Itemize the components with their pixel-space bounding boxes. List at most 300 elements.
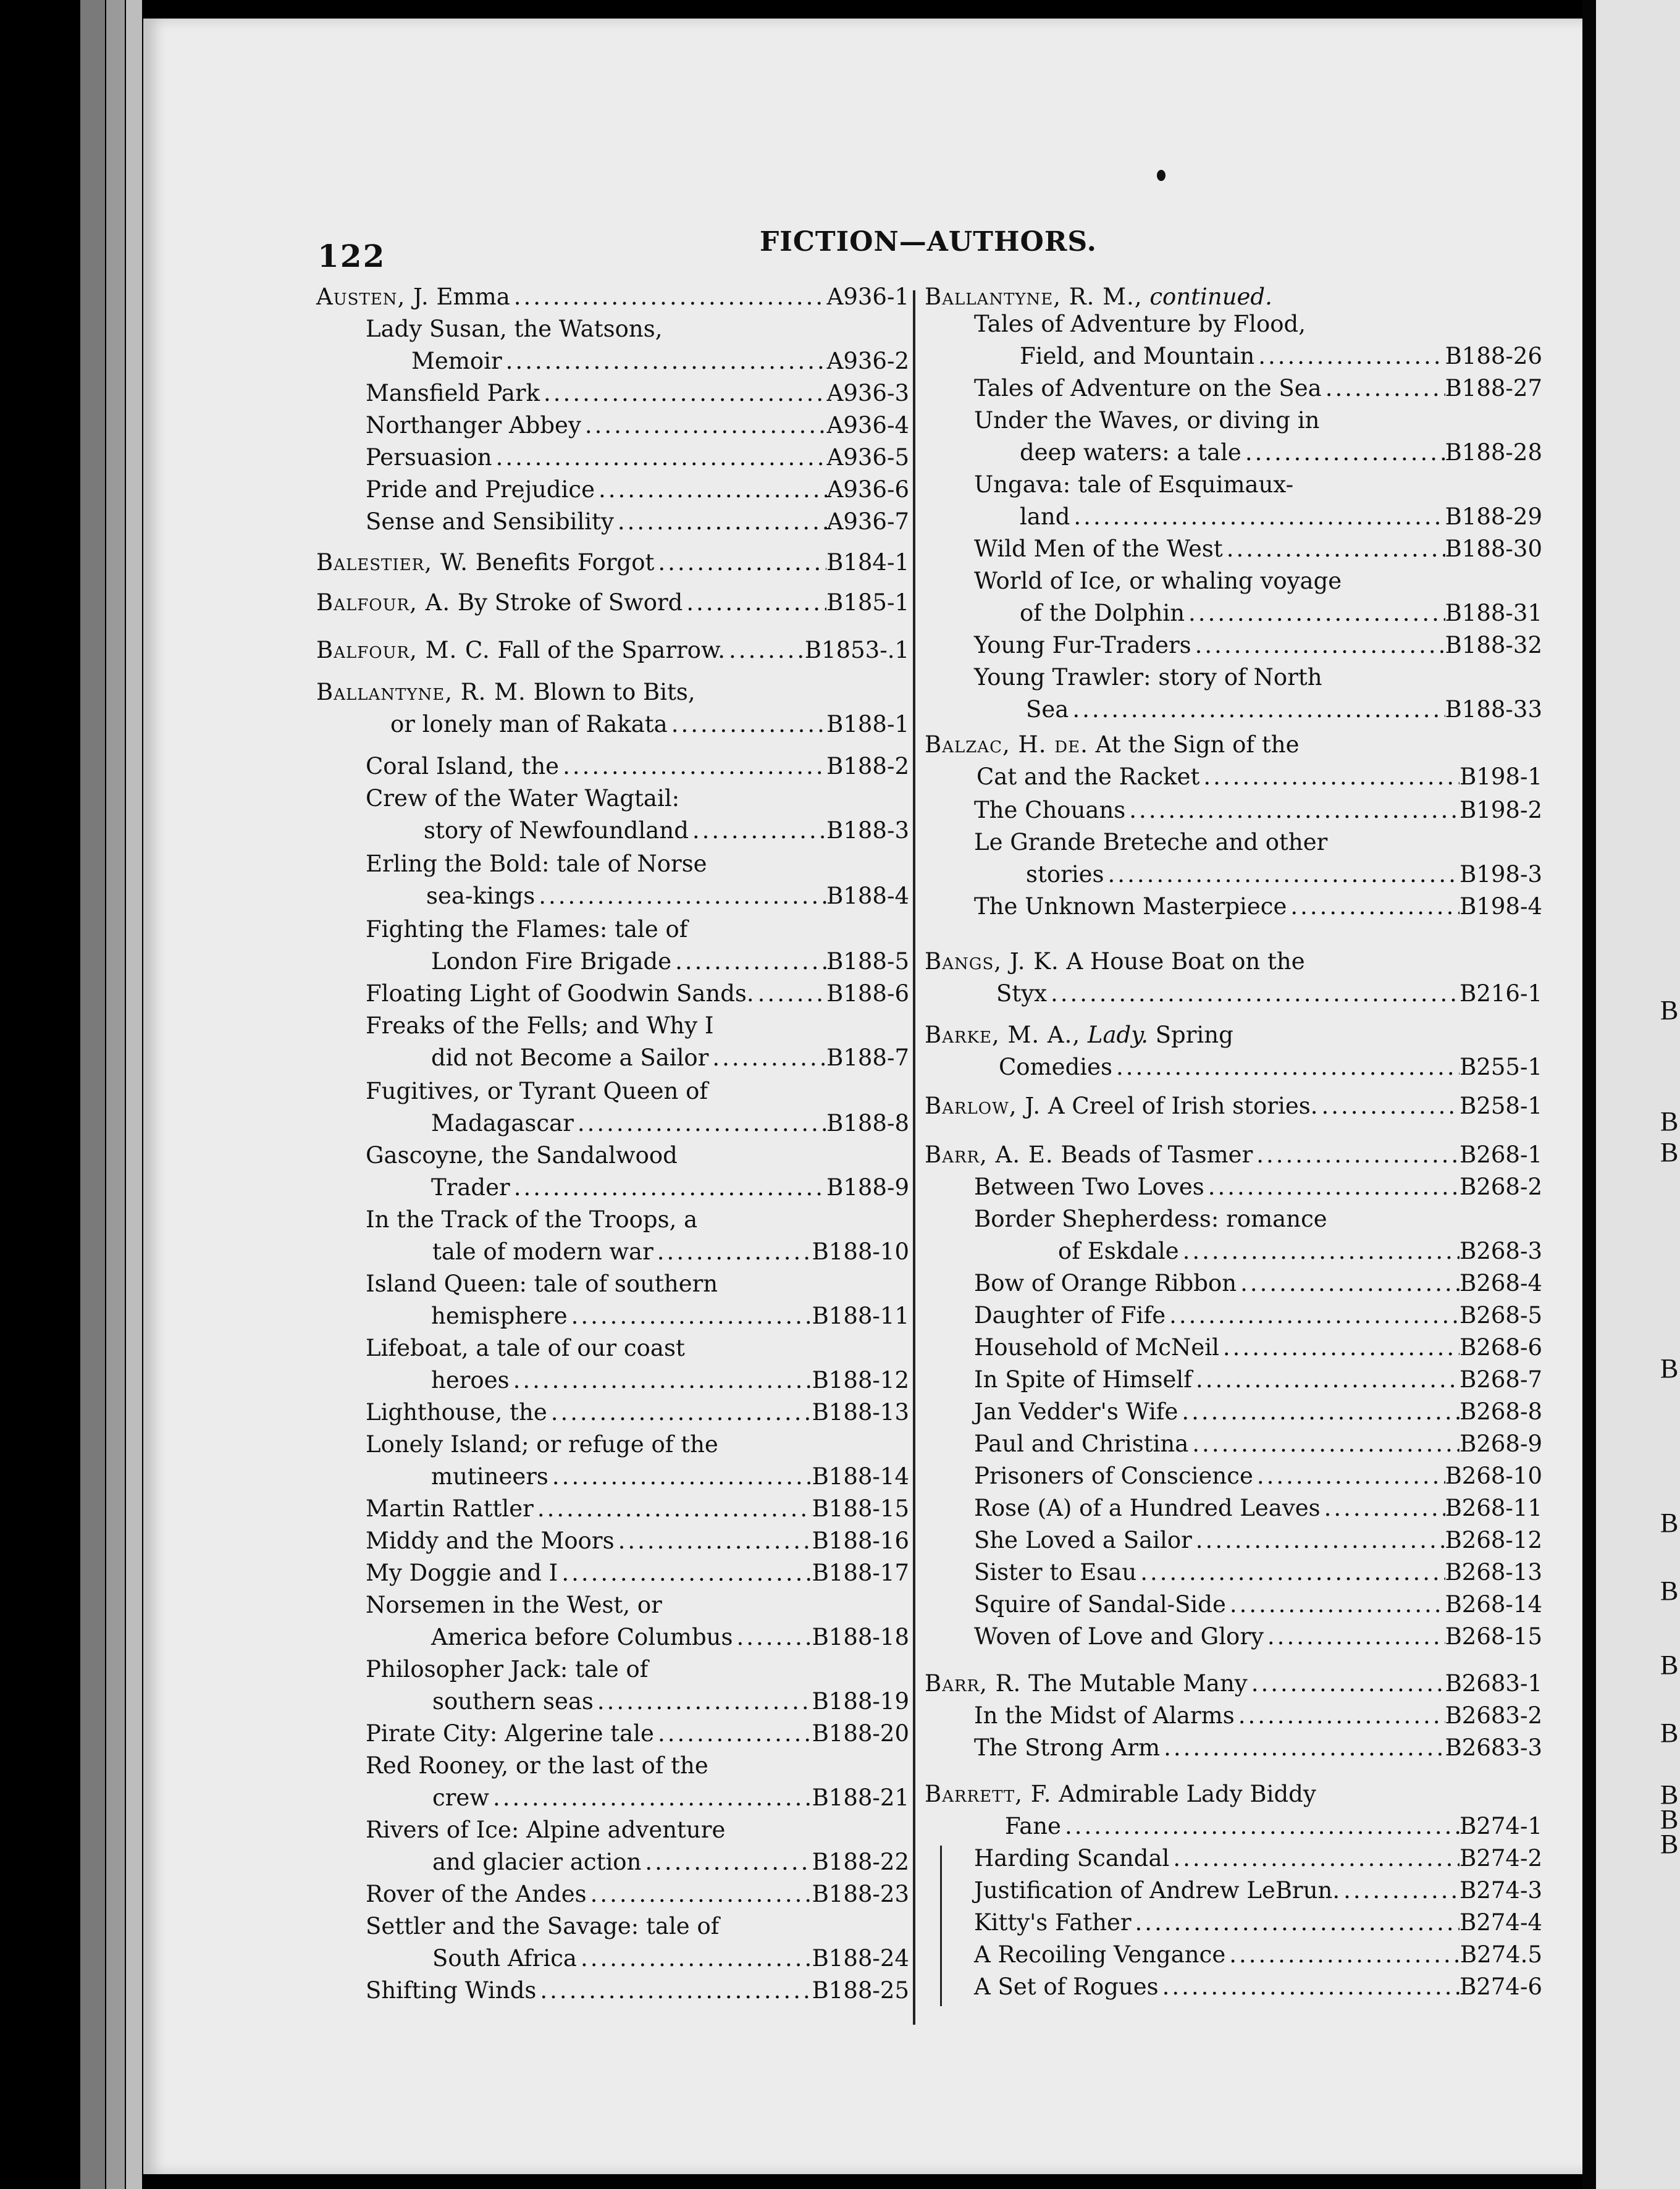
entry-text: Prisoners of Conscience: [974, 1463, 1253, 1489]
leader-dots: [1248, 1668, 1445, 1700]
author-name: Ballantyne, R. M.: [316, 679, 526, 705]
leader-dots: [510, 281, 827, 313]
entry-text: The Strong Arm: [974, 1734, 1161, 1761]
catalog-entry: [366, 1589, 909, 1621]
catalog-entry: [366, 783, 909, 815]
call-number: B2683-1: [1445, 1670, 1542, 1697]
facing-page-letter: B: [1660, 1718, 1679, 1748]
entry-text: In the Midst of Alarms: [974, 1702, 1235, 1729]
call-number: B268-15: [1445, 1623, 1542, 1650]
facing-page-letter: B: [1660, 1829, 1679, 1859]
entry-text: story of Newfoundland: [424, 817, 689, 844]
leader-dots: [1192, 1364, 1460, 1396]
entry-text: Fall of the Sparrow.: [490, 637, 726, 663]
entry-title: [974, 891, 1287, 923]
entry-text: Lady Susan, the Watsons,: [366, 316, 663, 342]
catalog-entry: [974, 1589, 1542, 1621]
entry-text: Under the Waves, or diving in: [974, 407, 1320, 434]
entry-title: [366, 1975, 536, 2007]
call-number: B188-11: [812, 1303, 909, 1329]
catalog-entry: [366, 410, 909, 442]
call-number: A936-6: [826, 476, 909, 503]
catalog-entry-continuation: [424, 815, 909, 847]
entry-text: The Mutable Many: [1021, 1670, 1248, 1697]
entry-text: tale of modern war: [432, 1238, 653, 1265]
entry-text: Pride and Prejudice: [366, 476, 595, 503]
entry-title: [432, 1846, 641, 1878]
leader-dots: [1204, 1171, 1460, 1203]
leader-dots: [536, 1975, 812, 2007]
entry-title: [431, 1300, 568, 1332]
entry-text: of Eskdale: [1058, 1238, 1179, 1264]
leader-dots: [1340, 1875, 1460, 1907]
entry-text: Fighting the Flames: tale of: [366, 916, 688, 943]
catalog-entry-continuation: [431, 1364, 909, 1397]
entry-text: Trader: [431, 1174, 510, 1201]
call-number: A936-1: [826, 284, 909, 310]
entry-text: Erling the Bold: tale of Norse: [366, 851, 707, 877]
entry-text: Philosopher Jack: tale of: [366, 1656, 649, 1683]
call-number: B188-29: [1445, 503, 1542, 530]
entry-title: [366, 1493, 534, 1525]
leader-dots: [559, 750, 826, 783]
entry-title: [366, 1557, 558, 1589]
catalog-entry: [366, 313, 909, 345]
entry-text: Spring: [1148, 1022, 1233, 1048]
author-note: continued.: [1142, 284, 1272, 310]
catalog-entry: [316, 587, 909, 619]
entry-title: [1026, 694, 1069, 726]
entry-title: [974, 405, 1320, 437]
entry-text: At the Sign of the: [1088, 731, 1300, 758]
entry-title: [431, 1364, 510, 1397]
entry-title: [366, 1429, 718, 1461]
catalog-entry: [974, 1396, 1542, 1428]
catalog-entry-continuation: [431, 1300, 909, 1332]
entry-title: [366, 848, 707, 880]
call-number: B268-11: [1445, 1495, 1542, 1521]
entry-text: Tales of Adventure by Flood,: [974, 311, 1306, 337]
call-number: A936-4: [826, 412, 909, 439]
call-number: B1853-.1: [804, 637, 909, 663]
facing-page-letter: B: [1660, 1804, 1679, 1834]
entry-title: [411, 345, 502, 377]
entry-title: [316, 587, 682, 619]
call-number: B258-1: [1460, 1093, 1542, 1119]
leader-dots: [615, 1525, 812, 1557]
leader-dots: [754, 978, 826, 1010]
leader-dots: [1125, 794, 1460, 826]
catalog-entry: [316, 281, 909, 313]
entry-title: [974, 1907, 1132, 1939]
catalog-entry: [925, 1668, 1542, 1700]
entry-title: [366, 1010, 713, 1042]
entry-title: [1058, 1235, 1179, 1267]
leader-dots: [689, 815, 826, 847]
leader-dots: [1253, 1139, 1460, 1171]
catalog-entry: [366, 442, 909, 474]
call-number: B268-6: [1460, 1334, 1542, 1361]
entry-title: [974, 469, 1293, 501]
catalog-entry: [974, 1557, 1542, 1589]
catalog-entry: [974, 1300, 1542, 1332]
catalog-entry: [974, 565, 1542, 597]
entry-text: Justification of Andrew LeBrun.: [974, 1877, 1340, 1904]
leader-dots: [1317, 1090, 1460, 1122]
entry-text: mutineers: [431, 1463, 548, 1490]
entry-title: [974, 1332, 1219, 1364]
entry-title: [976, 761, 1199, 793]
entry-title: [974, 1171, 1204, 1203]
entry-title: [974, 662, 1322, 694]
call-number: B268-12: [1445, 1527, 1542, 1553]
author-name: Barke, M. A.,: [925, 1022, 1081, 1048]
catalog-entry: [366, 1397, 909, 1429]
catalog-entry: [974, 1732, 1542, 1764]
catalog-entry-continuation: [432, 1686, 909, 1718]
call-number: B255-1: [1460, 1054, 1542, 1080]
leader-dots: [1169, 1842, 1460, 1875]
entry-text: Freaks of the Fells; and Why I: [366, 1012, 714, 1039]
call-number: B188-16: [812, 1527, 909, 1554]
call-number: B188-14: [812, 1463, 909, 1490]
catalog-entry-continuation: [431, 1172, 909, 1204]
catalog-entry: [366, 1525, 909, 1557]
catalog-entry: [925, 1778, 1542, 1810]
entry-title: [316, 281, 510, 313]
entry-text: deep waters: a tale: [1020, 439, 1241, 466]
entry-text: Jan Vedder's Wife: [974, 1398, 1178, 1425]
entry-text: Gascoyne, the Sandalwood: [366, 1142, 678, 1169]
entry-title: [366, 313, 663, 345]
entry-title: [999, 1051, 1112, 1083]
leader-dots: [1192, 1524, 1445, 1557]
book-binding-edge: [80, 0, 105, 2189]
catalog-entry: [366, 1140, 909, 1172]
catalog-entry: [974, 1842, 1542, 1875]
leader-dots: [1132, 1907, 1460, 1939]
entry-text: Settler and the Savage: tale of: [366, 1913, 720, 1939]
entry-title: [366, 410, 581, 442]
entry-text: Admirable Lady Biddy: [1051, 1781, 1316, 1807]
catalog-entry-continuation: [996, 978, 1542, 1010]
catalog-entry: [366, 914, 909, 946]
author-name: Ballantyne, R. M.,: [925, 284, 1143, 310]
leader-dots: [1237, 1267, 1460, 1300]
catalog-entry-continuation: [432, 1943, 909, 1975]
catalog-entry: [366, 1750, 909, 1782]
leader-dots: [595, 474, 827, 506]
entry-text: sea-kings: [426, 883, 536, 909]
call-number: B188-18: [812, 1624, 909, 1650]
leader-dots: [1235, 1700, 1445, 1732]
leader-dots: [1254, 340, 1445, 372]
entry-title: [925, 946, 1305, 978]
catalog-entry-continuation: [1020, 437, 1542, 469]
entry-title: [431, 946, 671, 978]
author-note: Lady.: [1080, 1022, 1148, 1048]
catalog-entry: [366, 848, 909, 880]
entry-title: [974, 372, 1322, 405]
entry-title: [996, 978, 1047, 1010]
call-number: B198-1: [1460, 763, 1542, 790]
entry-text: The Chouans: [974, 797, 1126, 823]
call-number: B188-19: [812, 1688, 909, 1715]
entry-text: Beads of Tasmer: [1053, 1141, 1253, 1168]
leader-dots: [492, 442, 827, 474]
column-divider-segment: [940, 1846, 942, 2006]
leader-dots: [548, 1461, 812, 1493]
entry-text: In Spite of Himself: [974, 1366, 1192, 1393]
call-number: B188-32: [1445, 632, 1542, 658]
entry-title: [366, 1814, 725, 1846]
entry-title: [366, 1397, 547, 1429]
catalog-entry: [366, 1268, 909, 1300]
entry-text: A House Boat on the: [1059, 948, 1305, 975]
catalog-entry: [366, 750, 909, 783]
leader-dots: [671, 946, 826, 978]
call-number: B274-3: [1460, 1877, 1542, 1904]
leader-dots: [1047, 978, 1460, 1010]
entry-title: [316, 676, 695, 708]
leader-dots: [725, 634, 805, 666]
catalog-entry: [974, 469, 1542, 501]
entry-title: [366, 1910, 719, 1943]
catalog-entry: [366, 1718, 909, 1750]
entry-title: [366, 978, 754, 1010]
catalog-entry: [366, 1878, 909, 1910]
entry-text: A Creel of Irish stories.: [1041, 1093, 1318, 1119]
entry-text: Bow of Orange Ribbon: [974, 1270, 1237, 1296]
entry-title: [366, 1332, 685, 1364]
call-number: B274-6: [1460, 1973, 1542, 2000]
entry-text: Benefits Forgot: [468, 549, 655, 576]
catalog-entry: [366, 1332, 909, 1364]
entry-text: Ungava: tale of Esquimaux-: [974, 471, 1294, 498]
catalog-entry-continuation: [1020, 501, 1542, 533]
catalog-entry: [366, 1429, 909, 1461]
call-number: B188-3: [826, 817, 909, 844]
call-number: B188-9: [826, 1174, 909, 1201]
entry-text: Sister to Esau: [974, 1559, 1137, 1586]
leader-dots: [568, 1300, 812, 1332]
entry-title: [431, 1107, 574, 1140]
entry-text: Rover of the Andes: [366, 1881, 587, 1907]
catalog-entry: [974, 891, 1542, 923]
entry-title: [974, 1267, 1237, 1300]
entry-title: [431, 1172, 510, 1204]
catalog-entry-continuation: [1020, 597, 1542, 629]
author-name: Bangs, J. K.: [925, 948, 1059, 975]
catalog-entry: [366, 474, 909, 506]
leader-dots: [668, 708, 826, 741]
catalog-entry: [974, 1428, 1542, 1460]
entry-text: Paul and Christina: [974, 1431, 1189, 1457]
facing-page-letter: B: [1660, 1779, 1679, 1810]
entry-text: and glacier action: [432, 1849, 642, 1875]
entry-title: [925, 1139, 1253, 1171]
catalog-entry: [974, 308, 1542, 340]
leader-dots: [1160, 1732, 1445, 1764]
entry-text: Lifeboat, a tale of our coast: [366, 1335, 685, 1361]
call-number: B188-15: [812, 1495, 909, 1522]
leader-dots: [1241, 437, 1445, 469]
call-number: B188-24: [812, 1945, 909, 1972]
call-number: B188-7: [826, 1044, 909, 1071]
call-number: B268-8: [1460, 1398, 1542, 1425]
facing-page-letter: B: [1660, 1353, 1679, 1384]
entry-text: did not Become a Sailor: [431, 1044, 709, 1071]
entry-title: [974, 1557, 1136, 1589]
entry-title: [925, 729, 1299, 761]
call-number: B274-2: [1460, 1845, 1542, 1872]
call-number: B188-12: [812, 1367, 909, 1393]
call-number: B268-3: [1460, 1238, 1542, 1264]
catalog-entry-continuation: [390, 708, 909, 741]
leader-dots: [1179, 1235, 1460, 1267]
leader-dots: [733, 1621, 812, 1653]
entry-text: Woven of Love and Glory: [974, 1623, 1264, 1650]
entry-title: [974, 1364, 1192, 1396]
entry-text: Young Fur-Traders: [974, 632, 1191, 658]
call-number: B198-2: [1460, 797, 1542, 823]
leader-dots: [1226, 1589, 1445, 1621]
entry-text: Fane: [1005, 1813, 1061, 1839]
entry-title: [366, 1140, 678, 1172]
entry-text: A Set of Rogues: [974, 1973, 1159, 2000]
call-number: B188-25: [812, 1977, 909, 2004]
entry-title: [925, 1090, 1317, 1122]
entry-title: [316, 547, 654, 579]
entry-text: Lonely Island; or refuge of the: [366, 1431, 718, 1458]
entry-title: [1020, 597, 1185, 629]
leader-dots: [502, 345, 827, 377]
leader-dots: [1264, 1621, 1445, 1653]
author-name: Balzac, H. de.: [925, 731, 1088, 758]
entry-title: [366, 1653, 648, 1686]
catalog-entry: [974, 1700, 1542, 1732]
entry-text: Shifting Winds: [366, 1977, 537, 2004]
catalog-entry: [366, 1910, 909, 1943]
catalog-entry-continuation: [999, 1051, 1542, 1083]
entry-title: [366, 1750, 708, 1782]
leader-dots: [574, 1107, 826, 1140]
page-number: 122: [317, 238, 386, 274]
catalog-entry: [974, 826, 1542, 859]
entry-title: [432, 1686, 594, 1718]
call-number: A936-5: [826, 444, 909, 471]
entry-title: [974, 1524, 1192, 1557]
entry-text: Sense and Sensibility: [366, 508, 614, 535]
catalog-entry: [316, 676, 909, 708]
catalog-entry-continuation: [1020, 340, 1542, 372]
call-number: B198-4: [1460, 893, 1542, 920]
catalog-entry: [974, 629, 1542, 662]
leader-dots: [1061, 1810, 1460, 1842]
entry-title: [974, 794, 1125, 826]
catalog-entry-continuation: [411, 345, 909, 377]
call-number: B268-1: [1460, 1141, 1542, 1168]
entry-title: [366, 1204, 697, 1236]
entry-title: [432, 1943, 577, 1975]
entry-title: [974, 308, 1306, 340]
entry-title: [974, 1700, 1235, 1732]
author-name: Barr, A. E.: [925, 1141, 1054, 1168]
entry-title: [390, 708, 668, 741]
catalog-entry: [974, 1171, 1542, 1203]
catalog-entry: [366, 506, 909, 538]
entry-title: [432, 1782, 489, 1814]
call-number: B268-4: [1460, 1270, 1542, 1296]
entry-title: [424, 815, 689, 847]
leader-dots: [1199, 761, 1460, 793]
entry-text: Red Rooney, or the last of the: [366, 1752, 708, 1779]
entry-title: [431, 1621, 733, 1653]
entry-title: [366, 506, 614, 538]
catalog-entry: [366, 1204, 909, 1236]
entry-text: Northanger Abbey: [366, 412, 581, 439]
entry-title: [974, 1396, 1178, 1428]
entry-text: She Loved a Sailor: [974, 1527, 1192, 1553]
entry-text: South Africa: [432, 1945, 577, 1972]
author-name: Balestier, W.: [316, 549, 469, 576]
author-name: Barrett, F.: [925, 1781, 1052, 1807]
catalog-entry: [925, 1139, 1542, 1171]
entry-text: My Doggie and I: [366, 1560, 558, 1586]
facing-page-letter: B: [1660, 1137, 1679, 1167]
catalog-entry: [974, 1907, 1542, 1939]
call-number: B268-9: [1460, 1431, 1542, 1457]
entry-text: The Unknown Masterpiece: [974, 893, 1287, 920]
entry-text: Harding Scandal: [974, 1845, 1170, 1872]
entry-title: [974, 1939, 1225, 1971]
call-number: B268-7: [1460, 1366, 1542, 1393]
entry-title: [1020, 340, 1254, 372]
entry-text: Martin Rattler: [366, 1495, 534, 1522]
entry-title: [431, 1042, 708, 1074]
leader-dots: [641, 1846, 812, 1878]
catalog-entry: [925, 946, 1542, 978]
call-number: B274-4: [1460, 1909, 1542, 1936]
author-name: Balfour, A.: [316, 589, 451, 616]
entry-text: Border Shepherdess: romance: [974, 1206, 1327, 1232]
entry-text: Kitty's Father: [974, 1909, 1132, 1936]
call-number: B188-2: [826, 753, 909, 779]
call-number: B188-6: [826, 980, 909, 1007]
entry-title: [1026, 859, 1104, 891]
entry-text: Daughter of Fife: [974, 1302, 1166, 1329]
author-name: Barlow, J.: [925, 1093, 1041, 1119]
call-number: B188-30: [1445, 536, 1542, 562]
entry-title: [432, 1236, 653, 1268]
entry-text: Crew of the Water Wagtail:: [366, 785, 680, 812]
catalog-entry: [925, 729, 1542, 761]
entry-title: [974, 565, 1342, 597]
catalog-entry: [366, 978, 909, 1010]
catalog-entry: [366, 377, 909, 410]
call-number: B268-10: [1445, 1463, 1542, 1489]
entry-text: A Recoiling Vengance: [974, 1941, 1226, 1968]
entry-text: stories: [1026, 861, 1104, 888]
catalog-entry: [974, 1875, 1542, 1907]
leader-dots: [1070, 501, 1445, 533]
entry-title: [974, 533, 1223, 565]
entry-text: Between Two Loves: [974, 1174, 1204, 1200]
entry-title: [366, 1268, 718, 1300]
catalog-entry: [974, 1524, 1542, 1557]
entry-text: Tales of Adventure on the Sea: [974, 375, 1322, 401]
catalog-entry: [925, 1090, 1542, 1122]
